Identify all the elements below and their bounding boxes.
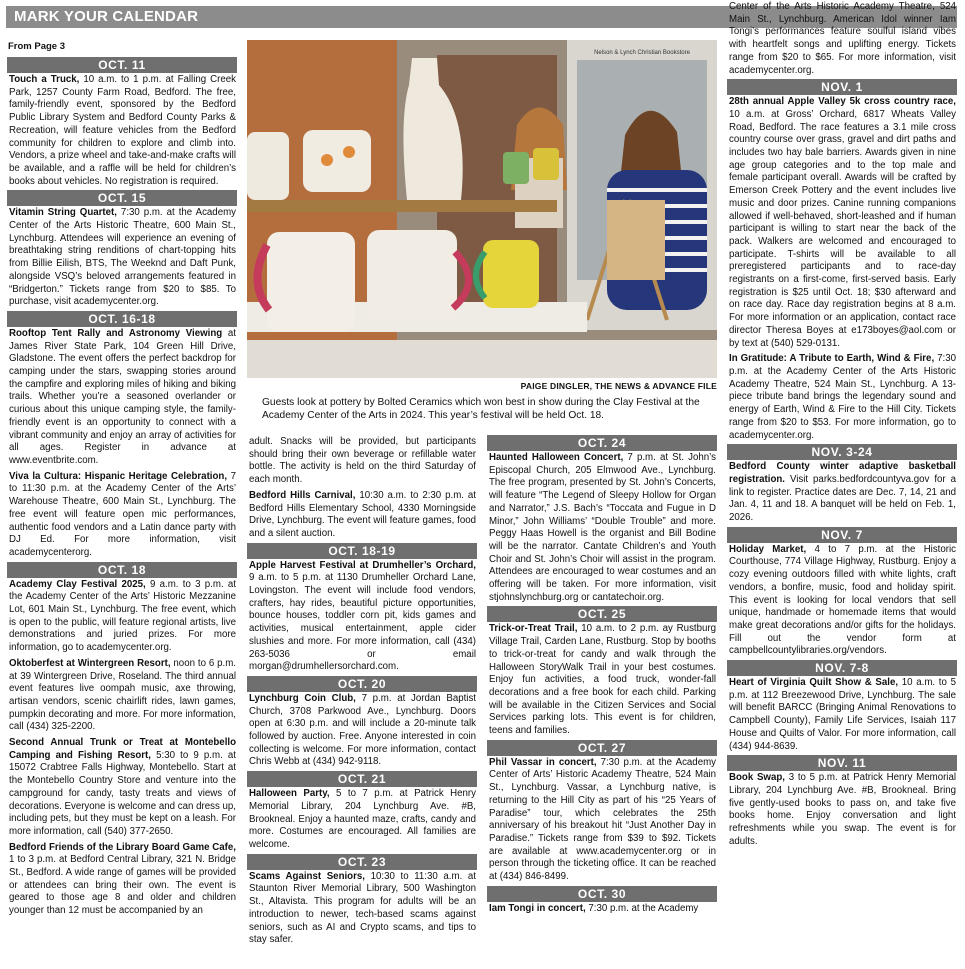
date-header: OCT. 18-19 xyxy=(247,543,477,559)
event-details: 10:30 to 11:30 a.m. at Staunton River Memorial Library, 500 Washington St., Altavista. This program for adults will be an introduction to newer, tech-based scams against seniors, such as AI and Crypto scams, and tips to stay safer. xyxy=(249,870,476,946)
event-details: 7:30 p.m. at the Academy xyxy=(585,902,699,914)
event-entry xyxy=(727,352,957,444)
column-3 xyxy=(487,435,717,918)
event-details: 4 to 7 p.m. at the Historic Courthouse, 774 Village Highway, Rustburg. Enjoy a cozy evening outdoors filled with white lights, craft vendors, a bonfire, music, food and holiday spirit. This event is looking for local vendors that sell unique, handmade or homemade items that would make great decorations and/or gifts for the holidays. Fill out the vendor form at campbellcountylibraries.org/vendors. xyxy=(729,543,956,657)
event-details: at James River State Park, 104 Green Hill Drive, Gladstone. The event offers the perfect backdrop for camping under the stars, swapping stories around the campfire and exploring miles of hiking and biking trails. Whether you’re a seasoned overlander or curious about this unique camping style, the family-friendly event is an opportunity to connect with a vibrant community and enjoy an array of activities for all ages. Register in advance at www.eventbrite.com. xyxy=(9,327,236,466)
event-entry xyxy=(487,451,717,606)
event-entry xyxy=(727,0,957,79)
from-page-jump: From Page 3 xyxy=(8,41,66,52)
event-entry xyxy=(247,489,477,543)
date-header: NOV. 11 xyxy=(727,755,957,771)
date-header: OCT. 15 xyxy=(7,190,237,206)
event-title: Touch a Truck, xyxy=(9,74,80,85)
event-entry xyxy=(487,622,717,739)
event-entry xyxy=(7,206,237,311)
event-title: Second Annual Trunk or Treat at Montebello Camping and Fishing Resort, xyxy=(9,737,236,761)
event-details: 7 p.m. at St. John’s Episcopal Church, 205 Elmwood Ave., Lynchburg. The free program, presented by St. John’s Concerts, will feature “The Legend of Sleepy Hollow for Organ and Narrator,” J.S. Bach’s “Toccata and Fugue in D Minor,” John Williams’ “Double Trouble” and more. Peggy Haas Howell is the organist and Bill Bodine will be the narrator. Cantate Children’s and Youth Choir and St. John’s Choir will assist in the program. Attendees are encouraged to wear costumes and an offering will be taken. For more information, visit stjohnslynchburg.org or cantatechoir.org. xyxy=(489,452,717,603)
date-header: OCT. 27 xyxy=(487,740,717,756)
event-entry xyxy=(727,95,957,352)
date-header: NOV. 7 xyxy=(727,527,957,543)
event-details: 7:30 p.m. at the Academy Center of the Arts Historic Academy Theatre, 524 Main St., Lynchburg. A 13-piece tribute band brings the legendary sound and energy of Earth, Wind & Fire to the Hill City. Tickets range from $20 to $53. For more information, go to academycenter.org. xyxy=(729,353,956,441)
event-details: 5 to 7 p.m. at Patrick Henry Memorial Library, 204 Lynchburg Ave. #B, Brookneal. Enjoy a haunted maze, crafts, candy and more. Costumes are encouraged. All families are welcome. xyxy=(249,788,476,850)
event-entry xyxy=(7,736,237,841)
storefront-sign: Nelson & Lynch Christian Bookstore xyxy=(594,50,690,56)
event-details: Center of the Arts Historic Academy Theatre, 524 Main St., Lynchburg. American Idol winner Iam Tongi’s performances feature soulful island vibes with heartfelt songs and uplifting energy. Tickets range from $20 to $65. For more information, visit academycenter.org. xyxy=(729,1,956,76)
event-title: Book Swap, xyxy=(729,772,785,784)
event-title: Rooftop Tent Rally and Astronomy Viewing xyxy=(9,327,223,339)
event-entry xyxy=(247,435,477,489)
event-entry xyxy=(247,787,477,854)
date-header: OCT. 11 xyxy=(7,57,237,73)
event-entry xyxy=(7,841,237,920)
event-title: Iam Tongi in concert, xyxy=(489,902,586,914)
event-entry xyxy=(247,692,477,771)
date-header: OCT. 18 xyxy=(7,562,237,578)
event-entry xyxy=(7,73,237,190)
date-header: NOV. 7-8 xyxy=(727,660,957,676)
event-details: noon to 6 p.m. at 39 Wintergreen Drive, Roseland. The third annual event features live oompah music, axe throwing, artisan vendors, scenic chairlift rides, lawn games, pumpkin decorating and more. For more information, call (434) 325-2200. xyxy=(9,657,236,733)
event-title: 28th annual Apple Valley 5k cross country race, xyxy=(729,96,956,108)
date-header: OCT. 23 xyxy=(247,854,477,870)
event-entry xyxy=(727,771,957,850)
event-details: 9 a.m. to 3 p.m. at the Academy Center of the Arts’ Historic Mezzanine Lot, 601 Main St., Lynchburg. The free event, which is open to the public, will feature regional artists, live demonstrations and juried prizes. For more information, go to academycenter.org. xyxy=(9,578,236,654)
date-header: OCT. 21 xyxy=(247,771,477,787)
section-header: MARK YOUR CALENDAR xyxy=(6,6,957,28)
event-entry xyxy=(487,756,717,886)
event-entry xyxy=(7,327,237,470)
event-title: Vitamin String Quartet, xyxy=(9,207,117,219)
event-title: Haunted Halloween Concert, xyxy=(489,452,624,463)
event-entry xyxy=(727,676,957,755)
event-title: Phil Vassar in concert, xyxy=(489,756,597,768)
event-title: Viva la Cultura: Hispanic Heritage Celebration, xyxy=(9,470,228,482)
event-details: 7:30 p.m. at the Academy Center of Arts’ Historic Academy Theatre, 524 Main St., Lynchburg. Vassar, a Lynchburg native, is returning to the Hill City as part of his “25 Years of Paradise” tour, which celebrates the 25th anniversary of his breakout hit “Just Another Day in Paradise.” Tickets range from $39 to $92. Tickets are available at www.academycenter.org or in person through the ticketing office. It can be reached at (434) 846-8499. xyxy=(489,756,716,883)
event-title: Bedford Friends of the Library Board Game Cafe, xyxy=(9,841,236,853)
event-details: Visit parks.bedfordcountyva.gov for a link to register. Practice dates are Dec. 7, 14, 21 and Jan. 4, 11 and 18. A banquet will be held on Feb. 1, 2026. xyxy=(729,473,956,524)
event-title: Academy Clay Festival 2025, xyxy=(9,578,146,590)
event-title: Holiday Market, xyxy=(729,543,807,555)
event-entry xyxy=(487,902,717,918)
date-header: OCT. 20 xyxy=(247,676,477,692)
event-title: Bedford County winter adaptive basketball registration. xyxy=(729,461,956,485)
event-entry xyxy=(247,559,477,676)
event-title: Apple Harvest Festival at Drumheller’s Orchard, xyxy=(249,559,476,571)
event-details: 5:30 to 9 p.m. at 15072 Crabtree Falls Highway, Montebello. Start at the Montebello Country Store and venture into the campground for candy, tasty treats and views of decorations. Everyone is welcome and can dress up, including pets, but they must be kept on a leash. For more information, call (540) 377-2650. xyxy=(9,749,237,837)
event-entry xyxy=(7,470,237,562)
event-entry xyxy=(7,657,237,736)
date-header: OCT. 16-18 xyxy=(7,311,237,327)
event-title: Trick-or-Treat Trail, xyxy=(489,623,578,635)
date-header: OCT. 30 xyxy=(487,886,717,902)
event-title: Bedford Hills Carnival, xyxy=(249,489,356,501)
date-header: OCT. 25 xyxy=(487,606,717,622)
date-header: NOV. 3-24 xyxy=(727,444,957,460)
event-details: 10:30 a.m. to 2:30 p.m. at Bedford Hills Elementary School, 4330 Morningside Drive, Lynchburg. The event will feature games, food and a silent auction. xyxy=(249,489,476,539)
date-header: NOV. 1 xyxy=(727,79,957,95)
event-details: 7:30 p.m. at the Academy Center of the Arts Historic Theatre, 600 Main St., Lynchburg. Attendees will experience an evening of breathtaking string renditions of chart-topping hits from Billie Eilish, BTS, The Weeknd and Daft Punk, alongside VSQ’s beloved arrangements featured in “Bridgerton.” Tickets range from $20 to $85. To purchase, visit academycenter.org. xyxy=(9,207,237,308)
event-details: 3 to 5 p.m. at Patrick Henry Memorial Library, 204 Lynchburg Ave. #B, Brookneal. Bring five gently-used books to pass on, and take five books home. Enjoy conversation and light refreshments while you swap. The event is for adults. xyxy=(729,772,957,847)
event-details: 10 a.m. to 1 p.m. at Falling Creek Park, 1257 County Farm Road, Bedford. The free, family-friendly event, sponsored by the Bedford Public Library System and Bedford County Parks & Recreation, will feature vehicles from the Bedford community for children to explore and climb into. Vendors, a prize wheel and take-and-make crafts will be available, and a raffle will be held for children’s books about vehicles. No registration is required. xyxy=(9,74,236,187)
event-details: 9 a.m. to 5 p.m. at 1130 Drumheller Orchard Lane, Lovingston. The event will include food vendors, crafters, hay rides, beautiful picture opportunities, bounce houses, toddler corn pit, kids games and activities, musical entertainment, apple cider slushies and more. For more information, call (434) 263-5036 or email morgan@drumhellersorchard.com. xyxy=(249,572,476,673)
photo-credit: PAIGE DINGLER, THE NEWS & ADVANCE FILE xyxy=(520,381,717,391)
event-entry xyxy=(727,543,957,660)
event-entry xyxy=(7,578,237,657)
event-title: Lynchburg Coin Club, xyxy=(249,692,356,704)
column-4 xyxy=(727,0,957,850)
column-2 xyxy=(247,435,477,949)
event-details: 10 a.m. to 5 p.m. at 112 Breezewood Drive, Lynchburg. The sale will benefit BARCC (Bringing Animal Renovations to Campbell County), Family Life Services, Isaiah 117 House and Quilts of Valor. For more information, call (434) 944-8639. xyxy=(729,677,956,752)
event-title: Oktoberfest at Wintergreen Resort, xyxy=(9,657,171,669)
event-details: 10 a.m. at Gross’ Orchard, 6817 Wheats Valley Road, Bedford. The race features a 3.1 mile cross country course over grass, gravel and dirt paths and includes two hay bale barriers. Awards given in nine age group categories and to the top male and female participant overall. Awards will be crafted by Emerson Creek Pottery and the event includes live music and door prizes. Canine running companions allowed if well-behaved, short-leashed and if human participant is willing to start near the back of the pack. Walkers are welcomed and encouraged to participate. T-shirts will be available to all preregistered participants and to race-day registrants on a first-come, first-served basis. Early registration is $25 until Oct. 18; $30 afterward and on race day. Race day registration begins at 8 a.m. For more information or an application, contact race director Theresa Boyes at e173boyes@aol.com or by text at (540) 529-0131. xyxy=(729,108,956,349)
event-entry xyxy=(247,870,477,949)
event-details: 7 p.m. at Jordan Baptist Church, 3708 Parkwood Ave., Lynchburg. Doors open at 6:30 p.m. and will include a 20-minute talk followed by auction. Free. Anyone interested in coin collecting is welcome. For more information, contact Chris Webb at (434) 942-9118. xyxy=(249,692,476,768)
festival-photo xyxy=(247,40,717,378)
date-header: OCT. 24 xyxy=(487,435,717,451)
event-details: 1 to 3 p.m. at Bedford Central Library, 321 N. Bridge St., Bedford. A wide range of games will be provided or attendees can bring their own. The event is geared to those age 8 and older and children younger than 12 must be accompanied by an xyxy=(9,854,236,917)
event-title: Heart of Virginia Quilt Show & Sale, xyxy=(729,677,899,689)
event-title: Halloween Party, xyxy=(249,788,330,800)
event-details: 10 a.m. to 2 p.m. ay Rustburg Village Trail, Carden Lane, Rustburg. Stop by booths to trick-or-treat for candy and walk through the Halloween StoryWalk Trail in your best costumes. Enjoy fun activities, a food truck, wonder-fall decorations and a free book for each child. Parking will be available in the Citizen Services and Social Services parking lots. This event is for children, teens and families. xyxy=(489,623,716,737)
event-details: adult. Snacks will be provided, but participants should bring their own beverage or refillable water bottle. The activity is held on the third Saturday of each month. xyxy=(249,436,476,486)
event-title: Scams Against Seniors, xyxy=(249,870,365,882)
event-title: In Gratitude: A Tribute to Earth, Wind & Fire, xyxy=(729,353,935,365)
event-entry xyxy=(727,460,957,527)
column-1 xyxy=(7,57,237,920)
event-details: 7 to 11:30 p.m. at the Academy Center of the Arts’ Warehouse Theatre, 600 Main St., Lynchburg. The free event will feature open mic performances, authentic food vendors and a Latin dance party with DJ Ed. For more information, visit academycenterorg. xyxy=(9,470,236,558)
photo-caption: Guests look at pottery by Bolted Ceramics which won best in show during the Clay Festival at the Academy Center of the Arts in 2024. This year’s festival will be held Oct. 18. xyxy=(262,397,700,421)
